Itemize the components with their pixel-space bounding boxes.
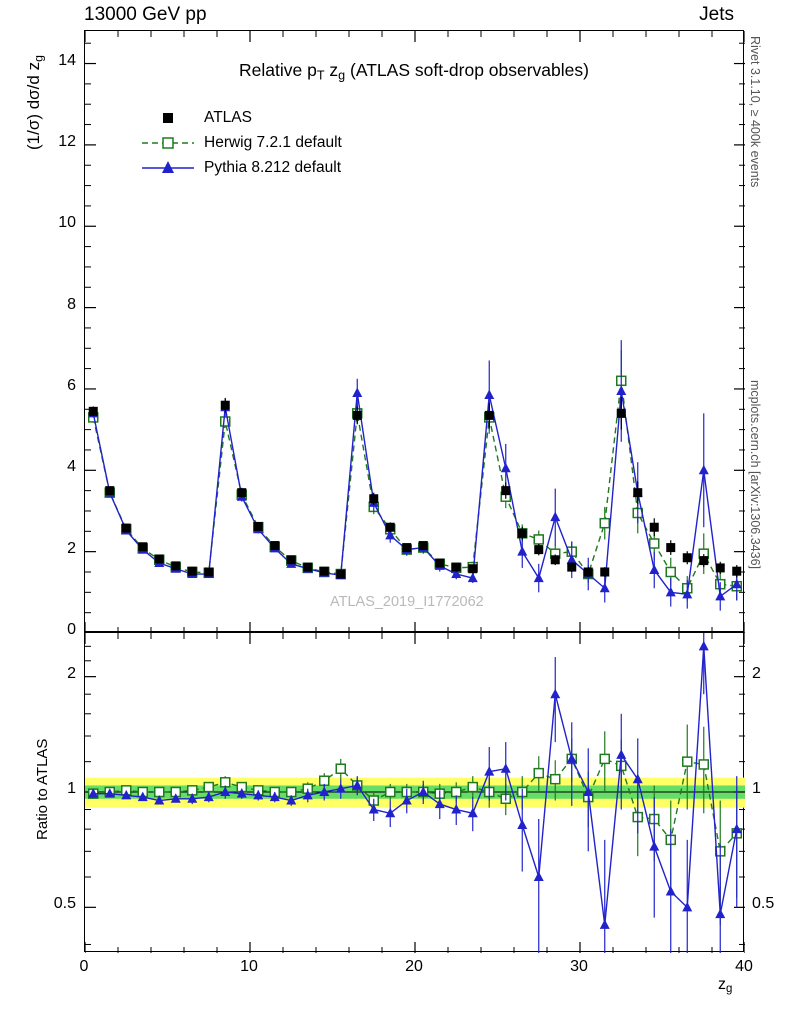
- legend-label: ATLAS: [204, 108, 252, 126]
- x-tick-label: 30: [570, 958, 588, 975]
- analysis-watermark: ATLAS_2019_I1772062: [330, 594, 484, 610]
- header-left-label: 13000 GeV pp: [84, 4, 207, 25]
- legend-marker-icon: [140, 133, 196, 153]
- ratio-plot-panel: [84, 632, 744, 952]
- x-tick-label: 40: [735, 958, 753, 975]
- y-axis-label-top: (1/σ) dσ/d $z_g$: [24, 55, 46, 150]
- y-tick-label-top: 6: [67, 376, 76, 394]
- mcplots-source-label: mcplots.cern.ch [arXiv:1306.3436]: [748, 380, 762, 569]
- y-tick-label-ratio-right: 2: [752, 664, 761, 682]
- rivet-version-label: Rivet 3.1.10, ≥ 400k events: [748, 36, 762, 188]
- y-tick-label-ratio-right: 0.5: [752, 895, 775, 913]
- ratio-plot-canvas: [85, 633, 745, 953]
- legend-label: Pythia 8.212 default: [204, 158, 342, 176]
- x-tick-label: 20: [405, 958, 423, 975]
- y-tick-label-top: 14: [58, 51, 76, 69]
- x-axis-label: $z_g$: [718, 976, 733, 996]
- y-tick-label-ratio-left: 1: [67, 779, 76, 797]
- y-tick-label-top: 8: [67, 295, 76, 313]
- y-axis-label-bottom: Ratio to ATLAS: [34, 738, 51, 840]
- legend-label: Herwig 7.2.1 default: [204, 133, 342, 151]
- header-right-label: Jets: [699, 4, 734, 25]
- y-tick-label-top: 0: [67, 621, 76, 638]
- chart-title: Relative $p_T$ $z_g$ (ATLAS soft-drop observables): [239, 60, 589, 83]
- y-tick-label-ratio-left: 0.5: [53, 895, 76, 913]
- x-tick-label: 0: [79, 958, 89, 975]
- x-tick-label: 10: [240, 958, 258, 975]
- legend-item: [140, 105, 342, 130]
- legend-item: [140, 155, 342, 180]
- y-tick-label-top: 4: [67, 458, 76, 476]
- legend: [140, 105, 342, 180]
- y-tick-label-top: 10: [58, 214, 76, 232]
- y-tick-label-top: 12: [58, 132, 76, 150]
- legend-marker-icon: [140, 158, 196, 178]
- y-tick-label-top: 2: [67, 539, 76, 557]
- y-tick-label-ratio-left: 2: [67, 664, 76, 682]
- legend-item: [140, 130, 342, 155]
- y-tick-label-ratio-right: 1: [752, 779, 761, 797]
- legend-marker-icon: [140, 108, 196, 128]
